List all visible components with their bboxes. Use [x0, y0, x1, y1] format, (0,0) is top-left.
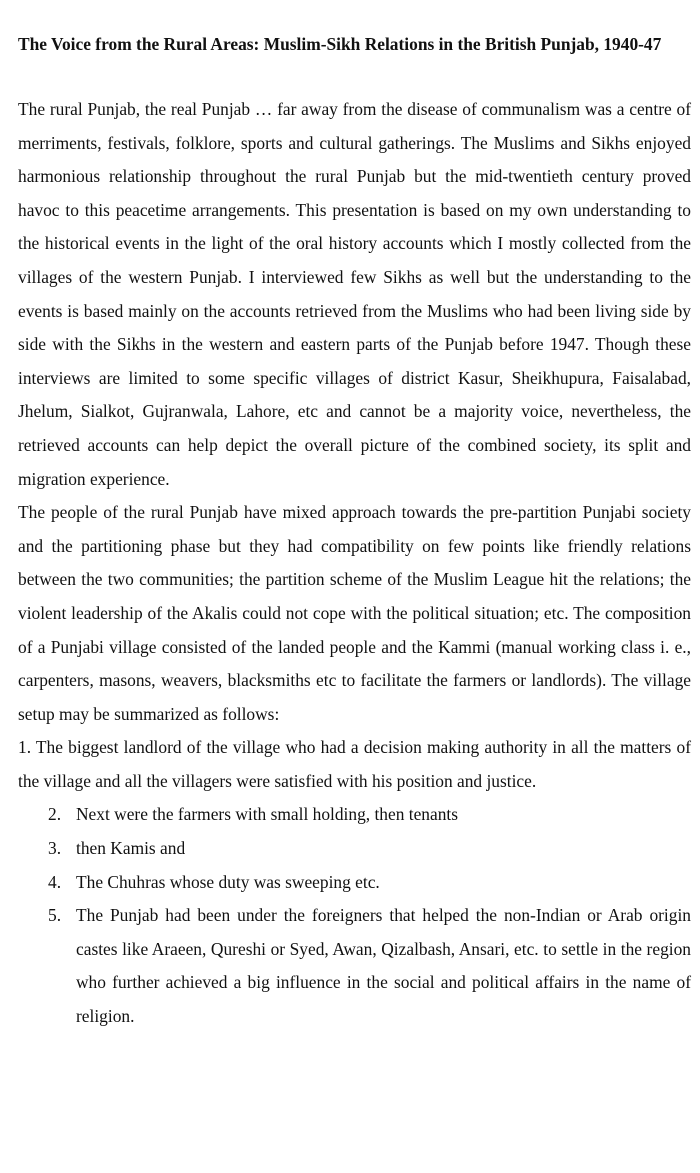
- list-number: 2.: [48, 804, 62, 825]
- list-number: 5.: [48, 905, 62, 926]
- list-text: Next were the farmers with small holding, then tenants: [76, 804, 459, 825]
- list-number: 3.: [48, 838, 62, 859]
- numbered-list: [18, 798, 691, 1033]
- list-text: The Chuhras whose duty was sweeping etc.: [76, 871, 380, 892]
- list-item-5: [18, 899, 691, 1033]
- list-text: then Kamis and: [76, 838, 186, 859]
- document-title: The Voice from the Rural Areas: Muslim-Sikh Relations in the British Punjab, 1940-47: [18, 34, 662, 54]
- document-page: [18, 27, 691, 1034]
- list-item-3: [18, 832, 691, 866]
- list-item-2: [18, 798, 691, 832]
- list-item-4: [18, 866, 691, 900]
- list-number: 4.: [48, 871, 62, 892]
- paragraph-village-setup: The people of the rural Punjab have mixed approach towards the pre-partition Punjabi society and the partitioning phase but they had compatibility on few points like friendly relations between the two communities; the partition scheme of the Muslim League hit the relations; the violent leadership of the Akalis could not cope with the political situation; etc. The composition of a Punjabi village consisted of the landed people and the Kammi (manual working class i. e., carpenters, masons, weavers, blacksmiths etc to facilitate the farmers or landlords). The village setup may be summarized as follows:: [18, 502, 691, 724]
- list-text: The Punjab had been under the foreigners that helped the non-Indian or Arab origin castes like Araeen, Qureshi or Syed, Awan, Qizalbash, Ansari, etc. to settle in the region who further achieved a big influence in the social and political affairs in the name of religion.: [76, 905, 691, 1027]
- paragraph-intro: The rural Punjab, the real Punjab … far away from the disease of communalism was a centre of merriments, festivals, folklore, sports and cultural gatherings. The Muslims and Sikhs enjoyed harmonious relationship throughout the rural Punjab but the mid-twentieth century proved havoc to this peacetime arrangements. This presentation is based on my own understanding to the historical events in the light of the oral history accounts which I mostly collected from the villages of the western Punjab. I interviewed few Sikhs as well but the understanding to the events is based mainly on the accounts retrieved from the Muslims who had been living side by side with the Sikhs in the western and eastern parts of the Punjab before 1947. Though these interviews are limited to some specific villages of district Kasur, Sheikhupura, Faisalabad, Jhelum, Sialkot, Gujranwala, Lahore, etc and cannot be a majority voice, nevertheless, the retrieved accounts can help depict the overall picture of the combined society, its split and migration experience.: [18, 99, 691, 489]
- list-item-1: 1. The biggest landlord of the village who had a decision making authority in all the matters of the village and all the villagers were satisfied with his position and justice.: [18, 737, 691, 791]
